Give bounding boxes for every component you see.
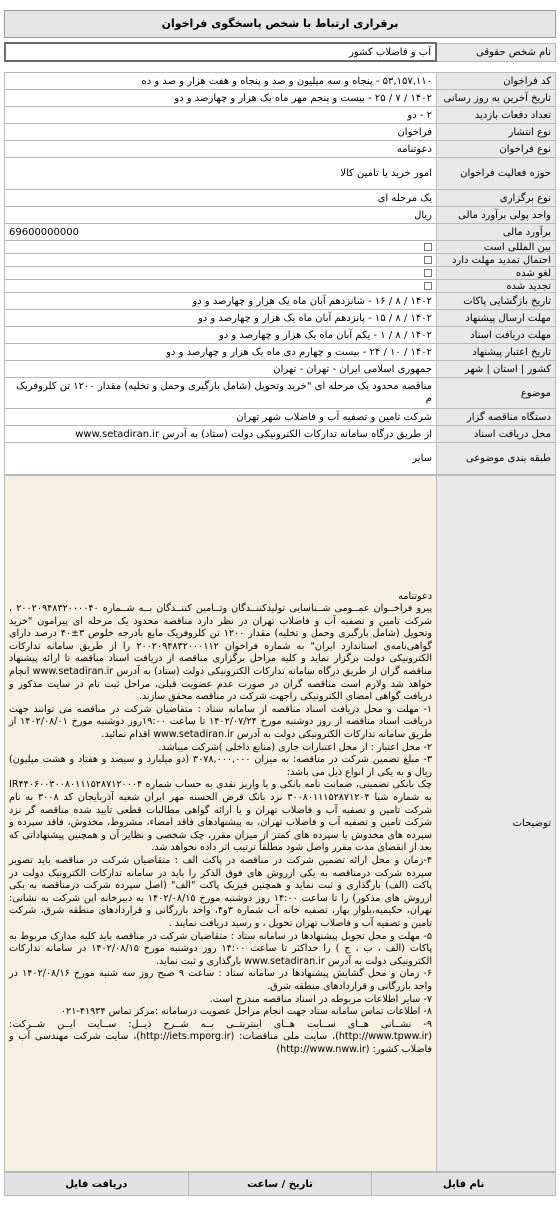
detail-row <box>5 426 556 443</box>
detail-label: نوع انتشار <box>437 124 556 141</box>
detail-value-text: ۱۴۰۲ / ۷ / ۲۵ - بیست و پنجم مهر ماه یک هزار و چهارصد و دو <box>174 92 432 104</box>
detail-value <box>5 190 437 207</box>
files-table <box>4 1172 556 1196</box>
file-date-header: تاریخ / ساعت <box>188 1173 372 1196</box>
notes-paragraph: ۵- مهلت و محل تحویل پیشنهادها در سامانه ستاد : متقاضیان شرکت در مناقصه باید کلیه مدارک مربوط به پاکات (الف ، ب ، ج ) را حداکثر تا ساعت ۱۴:۰۰ روز دوشنبه مورخ ۱۴۰۲/۰۸/۱۵ در سامانه تدارکات الکترونیکی دولت به آدرس www.setadiran.ir بارگذاری و ثبت نماید. <box>9 930 432 967</box>
detail-label: نوع فراخوان <box>437 141 556 158</box>
tender-details-table <box>4 72 556 475</box>
detail-value <box>5 293 437 310</box>
detail-value-text: شرکت تامین و تصفیه آب و فاضلاب شهر تهران <box>236 411 432 423</box>
contact-header[interactable]: برقراری ارتباط با شخص پاسخگوی فراخوان <box>4 10 556 38</box>
notes-paragraph: ۱- مهلت و محل دریافت اسناد مناقصه از سامانه ستاد : متقاضیان شرکت در مناقصه می توانند جهت دریافت اسناد مناقصه از روز دوشنبه مورخ ۱۴۰۲/۰۷/۲۴ تا ساعت ۱۹:۰۰روز دوشنبه مورخ ۱۴۰۲/۰۸/۰۱ از طریق سامانه تدارکات الکترونیکی دولت به آدرس www.setadiran.ir اقدام نمائید. <box>9 703 432 741</box>
detail-value <box>5 73 437 90</box>
detail-value <box>5 141 437 158</box>
detail-row <box>5 107 556 124</box>
notes-paragraph: ۲- محل اعتبار : از محل اعتبارات جاری (منابع داخلی )شرکت میباشد. <box>158 741 432 753</box>
detail-label: دستگاه مناقصه گزار <box>437 409 556 426</box>
detail-row <box>5 190 556 207</box>
detail-value-text: ریال <box>414 209 432 221</box>
checkbox-icon <box>424 282 432 290</box>
notes-paragraph: ۶- زمان و محل گشایش پیشنهادها در سامانه ستاد : ساعت ۹ صبح روز سه شنبه مورخ ۱۴۰۲/۰۸/۱۶ در واحد بازرگانی و قراردادهای منطقه شرق. <box>9 968 432 992</box>
detail-row <box>5 207 556 224</box>
detail-value <box>5 280 437 293</box>
detail-row <box>5 90 556 107</box>
detail-row <box>5 241 556 254</box>
notes-content <box>5 476 437 1172</box>
detail-label: مهلت ارسال پیشنهاد <box>437 310 556 327</box>
detail-row <box>5 409 556 426</box>
detail-row <box>5 361 556 378</box>
detail-label: تاریخ بازگشایی پاکات <box>437 293 556 310</box>
detail-value-text: ۱۴۰۲ / ۸ / ۱۶ - شانزدهم آبان ماه یک هزار و چهارصد و دو <box>192 295 432 307</box>
detail-label: طبقه بندی موضوعی <box>437 443 556 475</box>
detail-value-text: سایر <box>412 453 432 464</box>
detail-row <box>5 378 556 409</box>
detail-label: بین المللی است <box>437 241 556 254</box>
detail-label: تاریخ آخرین به روز رسانی <box>437 90 556 107</box>
detail-value <box>5 327 437 344</box>
legal-entity-label: نام شخص حقوقی <box>436 43 556 61</box>
notes-paragraph: ۴-زمان و محل ارائه تضمین شرکت در مناقصه در پاکت الف : متقاضیان شرکت در مناقصه باید تصویر سپرده شرکت درمناقصه به یکی ازروش های فوق الذکر را باید در سامانه تدارکات الکترونیک دولت در پاکت (الف) بارگذاری و ثبت نماید و همچنین فیزیک پاکت "الف" (اصل سپرده شرکت درمناقصه به یکی ازروش های مذکور) را تا ساعت ۱۴:۰۰ روز دوشنبه مورخ ۱۴۰۲/۰۸/۱۵ به دبیرخانه این شرکت به نشانی: تهران، حکیمیه،بلوار بهار، تصفیه خانه آب شماره ۳و۴، واحد بازرگانی و قراردادهای منطقه شرق، شرکت تامین و تصفیه آب و فاضلاب تهران تحویل ، و رسید دریافت نمایند . <box>9 854 432 929</box>
notes-paragraph: ۹- نشــانی هــای ســایت هــای اینترنتــی بــه شــرح ذیــل: ســایت ایــن شــرکت: (http://www.tpww.ir)، سایت ملی مناقصات: (http://iets.mporg.ir)، سایت شرکت مهندسی آب و فاضلاب کشور: (http://www.nww.ir) <box>9 1018 432 1055</box>
detail-value <box>5 254 437 267</box>
detail-label: واحد پولی برآورد مالی <box>437 207 556 224</box>
detail-value-text: از طریق درگاه سامانه تدارکات الکترونیکی دولت (ستاد) به آدرس www.setadiran.ir <box>75 428 432 440</box>
detail-value-text: 69600000000 <box>9 226 79 238</box>
detail-row <box>5 310 556 327</box>
detail-value-text: فراخوان <box>397 126 432 138</box>
detail-value-text: ۲ - دو <box>407 109 432 121</box>
detail-label: کشور | استان | شهر <box>437 361 556 378</box>
detail-value-text: یک مرحله ای <box>377 192 432 204</box>
detail-value <box>5 344 437 361</box>
detail-value <box>5 378 437 409</box>
detail-row <box>5 443 556 475</box>
notes-paragraph: دعوتنامه <box>398 590 432 602</box>
detail-row <box>5 254 556 267</box>
detail-value-text: ۱۴۰۲ / ۱۰ / ۲۴ - بیست و چهارم دی ماه یک هزار و چهارصد و دو <box>166 346 432 358</box>
detail-label: محل دریافت اسناد <box>437 426 556 443</box>
detail-value-text: ۱۴۰۲ / ۸ / ۱ - یکم آبان ماه یک هزار و چهارصد و دو <box>218 329 432 341</box>
detail-label: تاریخ اعتبار پیشنهاد <box>437 344 556 361</box>
detail-label: تجدید شده <box>437 280 556 293</box>
detail-row <box>5 293 556 310</box>
detail-row <box>5 73 556 90</box>
detail-label: برآورد مالی <box>437 224 556 241</box>
detail-label: احتمال تمدید مهلت دارد <box>437 254 556 267</box>
detail-value-text: مناقصه محدود یک مرحله ای "خرید وتحویل (شامل بارگیری وحمل و تخلیه) مقدار ۱۲۰۰ تن کلروفریک م <box>16 381 432 404</box>
legal-entity-table <box>4 42 556 62</box>
checkbox-icon <box>424 243 432 251</box>
detail-value <box>5 124 437 141</box>
detail-value-text: امور خرید یا تامین کالا <box>340 168 432 179</box>
notes-paragraph: پیرو فراخــوان عمــومی شــناسایی تولیدکننــدگان وتــامین کننــدگان بــه شــماره ۲۰۰۲۰۹۴۸۳۲۰۰۰۰۴۰ ، شرکت تامین و تصفیه آب و فاضلاب تهران در نظر دارد مناقصه محدود یک مرحله ای پیرامون "خرید وتحویل (شامل بارگیری وحمل و تخلیه) مقدار ۱۲۰۰ تن کلروفریک مایع بادرجه خلوص ۳±۴۰ درصد دارای گواهی‌نامه‌ی استاندارد ایران" به شماره فراخوان ۲۰۰۲۰۹۴۸۳۲۰۰۰۱۱۲ را از طریق سامانه تدارکات الکترونیکی دولت برگزار نماید و کلیه مراحل برگزاری مناقصه از دریافت اسناد مناقصه تا ارائه پیشنهاد مناقصه گران از طریق درگاه سامانه تدارکات الکترونیکی دولت (ستاد) به آدرس www.setadiran.ir انجام خواهد شد ولازم است مناقصه گران در صورت عدم عضویت قبلی، مراحل ثبت نام در سایت مذکور و دریافت گواهی امضای الکترونیکی راجهت شرکت در مناقصه محقق سازند. <box>9 603 432 703</box>
checkbox-icon <box>424 256 432 264</box>
detail-label: نوع برگزاری <box>437 190 556 207</box>
detail-value <box>5 443 437 475</box>
detail-row <box>5 267 556 280</box>
detail-value <box>5 90 437 107</box>
notes-paragraph: ۸- اطلاعات تماس سامانه ستاد جهت انجام مراحل عضویت درسامانه :مرکز تماس ۴۱۹۳۴-۰۲۱ <box>60 1006 432 1018</box>
detail-value-text: دعوتنامه <box>396 143 432 155</box>
notes-table <box>4 475 556 1172</box>
detail-label: مهلت دریافت اسناد <box>437 327 556 344</box>
detail-value-text: ۱۴۰۲ / ۸ / ۱۵ - پانزدهم آبان ماه یک هزار و چهارصد و دو <box>197 312 432 324</box>
detail-value <box>5 224 437 241</box>
detail-value <box>5 310 437 327</box>
detail-value <box>5 361 437 378</box>
notes-paragraph: ۷- سایر اطلاعات مربوطه در اسناد مناقصه مندرج است. <box>209 993 432 1005</box>
detail-row <box>5 224 556 241</box>
file-name-header: نام فایل <box>372 1173 556 1196</box>
detail-value <box>5 207 437 224</box>
detail-value <box>5 267 437 280</box>
file-download-header: دریافت فایل <box>5 1173 189 1196</box>
detail-row <box>5 141 556 158</box>
detail-row <box>5 344 556 361</box>
detail-value-text: جمهوری اسلامی ایران - تهران - تهران <box>273 363 432 375</box>
detail-row <box>5 158 556 190</box>
detail-label: حوزه فعالیت فراخوان <box>437 158 556 190</box>
detail-row <box>5 124 556 141</box>
detail-value <box>5 241 437 254</box>
detail-value <box>5 426 437 443</box>
detail-label: موضوع <box>437 378 556 409</box>
detail-value <box>5 158 437 190</box>
notes-paragraph: ۳- مبلغ تضمین شرکت در مناقصه: به میزان ۳۰۷۸,۰۰۰,۰۰۰ (دو میلیارد و سیصد و هفتاد و هشت میلیون) ریال و به یکی از انواع ذیل می باشد: <box>9 754 432 778</box>
detail-label: تعداد دفعات بازدید <box>437 107 556 124</box>
notes-label: توضیحات <box>437 476 556 1172</box>
detail-label: لغو شده <box>437 267 556 280</box>
notes-paragraph: چک بانکی تضمینی، ضمانت نامه بانکی و یا واریز نقدی به حساب شماره IR۴۴۰۶۰۰۳۰۰۸۰۱۱۱۵۲۸۷۱۲۰۰۰۴ به شماره شبا ۳۰۰۸۰۱۱۱۵۲۸۷۱۲۰۴ نزد بانک قرض الحسنه مهر ایران شعبه آذربایجان کد ۳۰۰۸ به نام شرکت تامین و تصفیه آب و فاضلاب تهران و یا ارائه گواهی مطالبات قطعی تایید شده مناقصه گر نزد شرکت تامین و تصفیه آب و فاضلاب تهران، به پیشنهادهای فاقد امضاء، مشروط، مخدوش، فاقد سپرده و سپرده های مخدوش یا سپرده های کمتر از میزان مقرر، چک شخصی و نظایر آن و همچنین پیشنهاداتی که بعد از انقضای مدت مقرر واصل شود مطلقاً ترتیب اثر داده نخواهد شد. <box>9 779 432 854</box>
tender-page <box>4 10 556 1196</box>
detail-row <box>5 327 556 344</box>
legal-entity-field[interactable]: آب و فاضلاب کشور <box>5 43 436 61</box>
detail-value <box>5 107 437 124</box>
detail-label: کد فراخوان <box>437 73 556 90</box>
detail-row <box>5 280 556 293</box>
detail-value <box>5 409 437 426</box>
detail-value-text: ۵۳,۱۵۷,۱۱۰ - پنجاه و سه میلیون و صد و پنجاه و هفت هزار و صد و ده <box>141 75 432 87</box>
checkbox-icon <box>424 269 432 277</box>
